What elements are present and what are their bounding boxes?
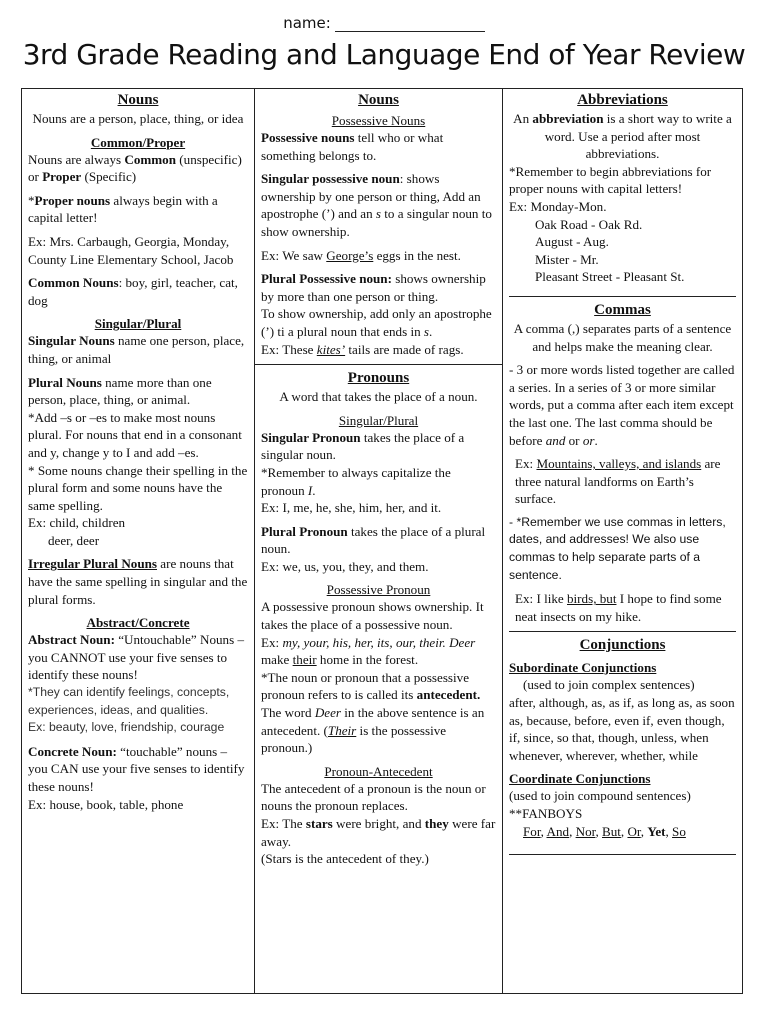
proper-nouns-rule: *Proper nouns always begin with a capital letter! — [28, 192, 218, 226]
fanboys-list: For, And, Nor, But, Or, Yet, So — [523, 823, 686, 839]
singular-possessive-example: Ex: We saw George’s eggs in the nest. — [261, 247, 461, 263]
review-sheet — [21, 88, 743, 994]
common-proper-text: Nouns are always Common (unspecific) or Proper (Specific) — [28, 151, 242, 185]
plural-possessive-rule: To show ownership, add only an apostrophe (’) ti a plural noun that ends in s. — [261, 306, 492, 339]
plural-pronoun-example: Ex: we, us, you, they, and them. — [261, 558, 429, 574]
abstract-noun-note: *They can identify feelings, concepts, experiences, ideas, and qualities. — [28, 685, 230, 717]
abstract-concrete-heading: Abstract/Concrete — [86, 615, 190, 631]
section-divider — [255, 364, 502, 365]
commas-sentence-example: Ex: I like birds, but I hope to find some neat insects on my hike. — [515, 591, 722, 624]
singular-plural-heading: Singular/Plural — [94, 316, 182, 332]
plural-pronoun-text: Plural Pronoun takes the place of a plural noun. — [261, 523, 486, 557]
plural-possessive-example: Ex: These kites’ tails are made of rags. — [261, 341, 464, 357]
abbreviations-heading: Abbreviations — [577, 92, 668, 108]
concrete-noun-example: Ex: house, book, table, phone — [28, 796, 184, 812]
fanboys-word: Nor — [575, 823, 596, 839]
pronoun-antecedent-example: Ex: The stars were bright, and they were far away. — [261, 816, 496, 849]
commas-def: A comma (,) separates parts of a sentence and helps make the meaning clear. — [513, 320, 732, 354]
common-proper-heading: Common/Proper — [90, 134, 186, 150]
section-divider — [509, 296, 736, 297]
nouns-heading-2: Nouns — [358, 92, 399, 108]
subordinate-used: (used to join complex sentences) — [523, 677, 695, 693]
irregular-plural-text: Irregular Plural Nouns are nouns that have the same spelling in singular and the plural forms. — [28, 556, 248, 607]
fanboys-word: For — [523, 823, 541, 839]
abbreviation-example: Oak Road - Oak Rd. — [535, 216, 643, 232]
abbreviation-example: Mister - Mr. — [535, 251, 599, 267]
pronoun-antecedent-note: (Stars is the antecedent of they.) — [261, 851, 429, 867]
page-title: 3rd Grade Reading and Language End of Year Review — [22, 38, 746, 71]
possessive-pronoun-def: A possessive pronoun shows ownership. It takes the place of a possessive noun. — [261, 599, 484, 633]
pronoun-antecedent-heading: Pronoun-Antecedent — [324, 763, 433, 779]
singular-possessive-text: Singular possessive noun: shows ownership by one person or thing, Add an apostrophe (’) and an s to a singular noun to show ownership. — [261, 171, 492, 239]
pronoun-antecedent-def: The antecedent of a pronoun is the noun or nouns the pronoun replaces. — [261, 780, 486, 814]
commas-heading: Commas — [594, 301, 651, 318]
possessive-pronoun-example: Ex: my, your, his, her, its, our, their. Deer make their home in the forest. — [261, 634, 476, 668]
pronouns-definition: A word that takes the place of a noun. — [279, 389, 478, 405]
name-label: name: — [283, 14, 331, 32]
column-nouns-pronouns — [255, 89, 503, 993]
name-line — [0, 14, 768, 32]
abstract-noun-text: Abstract Noun: “Untouchable” Nouns – you CANNOT use your five senses to identify these nouns! — [28, 632, 245, 683]
commas-series-rule: - 3 or more words listed together are called a series. In a series of 3 or more similar words, put a comma after each item except the last one. The last comma should be before and or or. — [509, 362, 735, 448]
plural-nouns-text: Plural Nouns name more than one person, place, thing, or animal. — [28, 374, 212, 408]
abbreviations-note: *Remember to begin abbreviations for proper nouns with capital letters! — [509, 163, 712, 197]
fanboys-label: **FANBOYS — [509, 806, 583, 821]
abbreviation-example: Pleasant Street - Pleasant St. — [535, 269, 685, 285]
capitalize-i-note: *Remember to always capitalize the pronoun I. — [261, 464, 451, 498]
section-divider — [509, 854, 736, 855]
subordinate-conjunctions-heading: Subordinate Conjunctions — [509, 660, 657, 676]
fanboys-word: But — [602, 823, 621, 839]
plural-example-1: Ex: child, children — [28, 515, 126, 531]
fanboys-word: Yet — [647, 823, 666, 839]
commas-letters-note: - *Remember we use commas in letters, dates, and addresses! We also use commas to help separate parts of a sentence. — [509, 514, 726, 582]
fanboys-word: And — [546, 823, 570, 839]
conjunctions-heading: Conjunctions — [579, 637, 666, 654]
section-divider — [509, 631, 736, 632]
abbreviation-example: Ex: Monday-Mon. — [509, 198, 607, 214]
singular-pronoun-example: Ex: I, me, he, she, him, her, and it. — [261, 500, 442, 516]
fanboys-word: Or — [627, 823, 641, 839]
possessive-pronoun-heading: Possessive Pronoun — [326, 582, 431, 598]
fanboys-word: So — [672, 823, 686, 839]
abbreviations-def: An abbreviation is a short way to write a word. Use a period after most abbreviations. — [513, 111, 732, 162]
abbreviation-example: August - Aug. — [535, 234, 609, 250]
singular-nouns-text: Singular Nouns name one person, place, thing, or animal — [28, 333, 245, 366]
plural-add-rule: *Add –s or –es to make most nouns plural. For nouns that end in a consonant and y, change y to I and add –es. — [28, 409, 242, 460]
singular-pronoun-text: Singular Pronoun takes the place of a singular noun. — [261, 429, 465, 463]
subordinate-list: after, although, as, as if, as long as, as soon as, because, before, even if, even though, if, since, so that, though, unless, when whenever, wherever, whether, while — [509, 695, 735, 763]
coordinate-conjunctions-heading: Coordinate Conjunctions — [509, 771, 651, 787]
column-abbr-commas-conj — [503, 89, 742, 993]
plural-example-2: deer, deer — [48, 532, 100, 548]
common-nouns-example: Common Nouns: boy, girl, teacher, cat, dog — [28, 275, 238, 308]
possessive-nouns-heading: Possessive Nouns — [331, 113, 426, 128]
abstract-noun-example: Ex: beauty, love, friendship, courage — [28, 720, 225, 735]
plural-possessive-text: Plural Possessive noun: shows ownership by more than one person or thing. — [261, 271, 486, 304]
possessive-nouns-def: Possessive nouns tell who or what something belongs to. — [261, 130, 444, 163]
coordinate-used: (used to join compound sentences) — [509, 788, 691, 804]
column-nouns — [22, 89, 255, 993]
nouns-definition: Nouns are a person, place, thing, or idea — [32, 111, 244, 126]
nouns-heading: Nouns — [117, 92, 159, 108]
concrete-noun-text: Concrete Noun: “touchable” nouns – you CAN use your five senses to identify these nouns! — [28, 743, 245, 794]
antecedent-note: *The noun or pronoun that a possessive pronoun refers to is called its antecedent. The word Deer in the above sentence is an antecedent. (Their is the possessive pronoun.) — [261, 669, 485, 756]
abbreviations-examples — [509, 198, 736, 286]
pronoun-singular-plural-heading: Singular/Plural — [338, 412, 419, 428]
name-blank — [335, 17, 485, 32]
pronouns-heading: Pronouns — [347, 370, 410, 387]
commas-series-example: Ex: Mountains, valleys, and islands are three natural landforms on Earth’s surface. — [515, 456, 721, 507]
proper-nouns-example: Ex: Mrs. Carbaugh, Georgia, Monday, County Line Elementary School, Jacob — [28, 233, 234, 267]
plural-change-rule: * Some nouns change their spelling in the plural form and some nouns have the same spelling. — [28, 462, 248, 513]
